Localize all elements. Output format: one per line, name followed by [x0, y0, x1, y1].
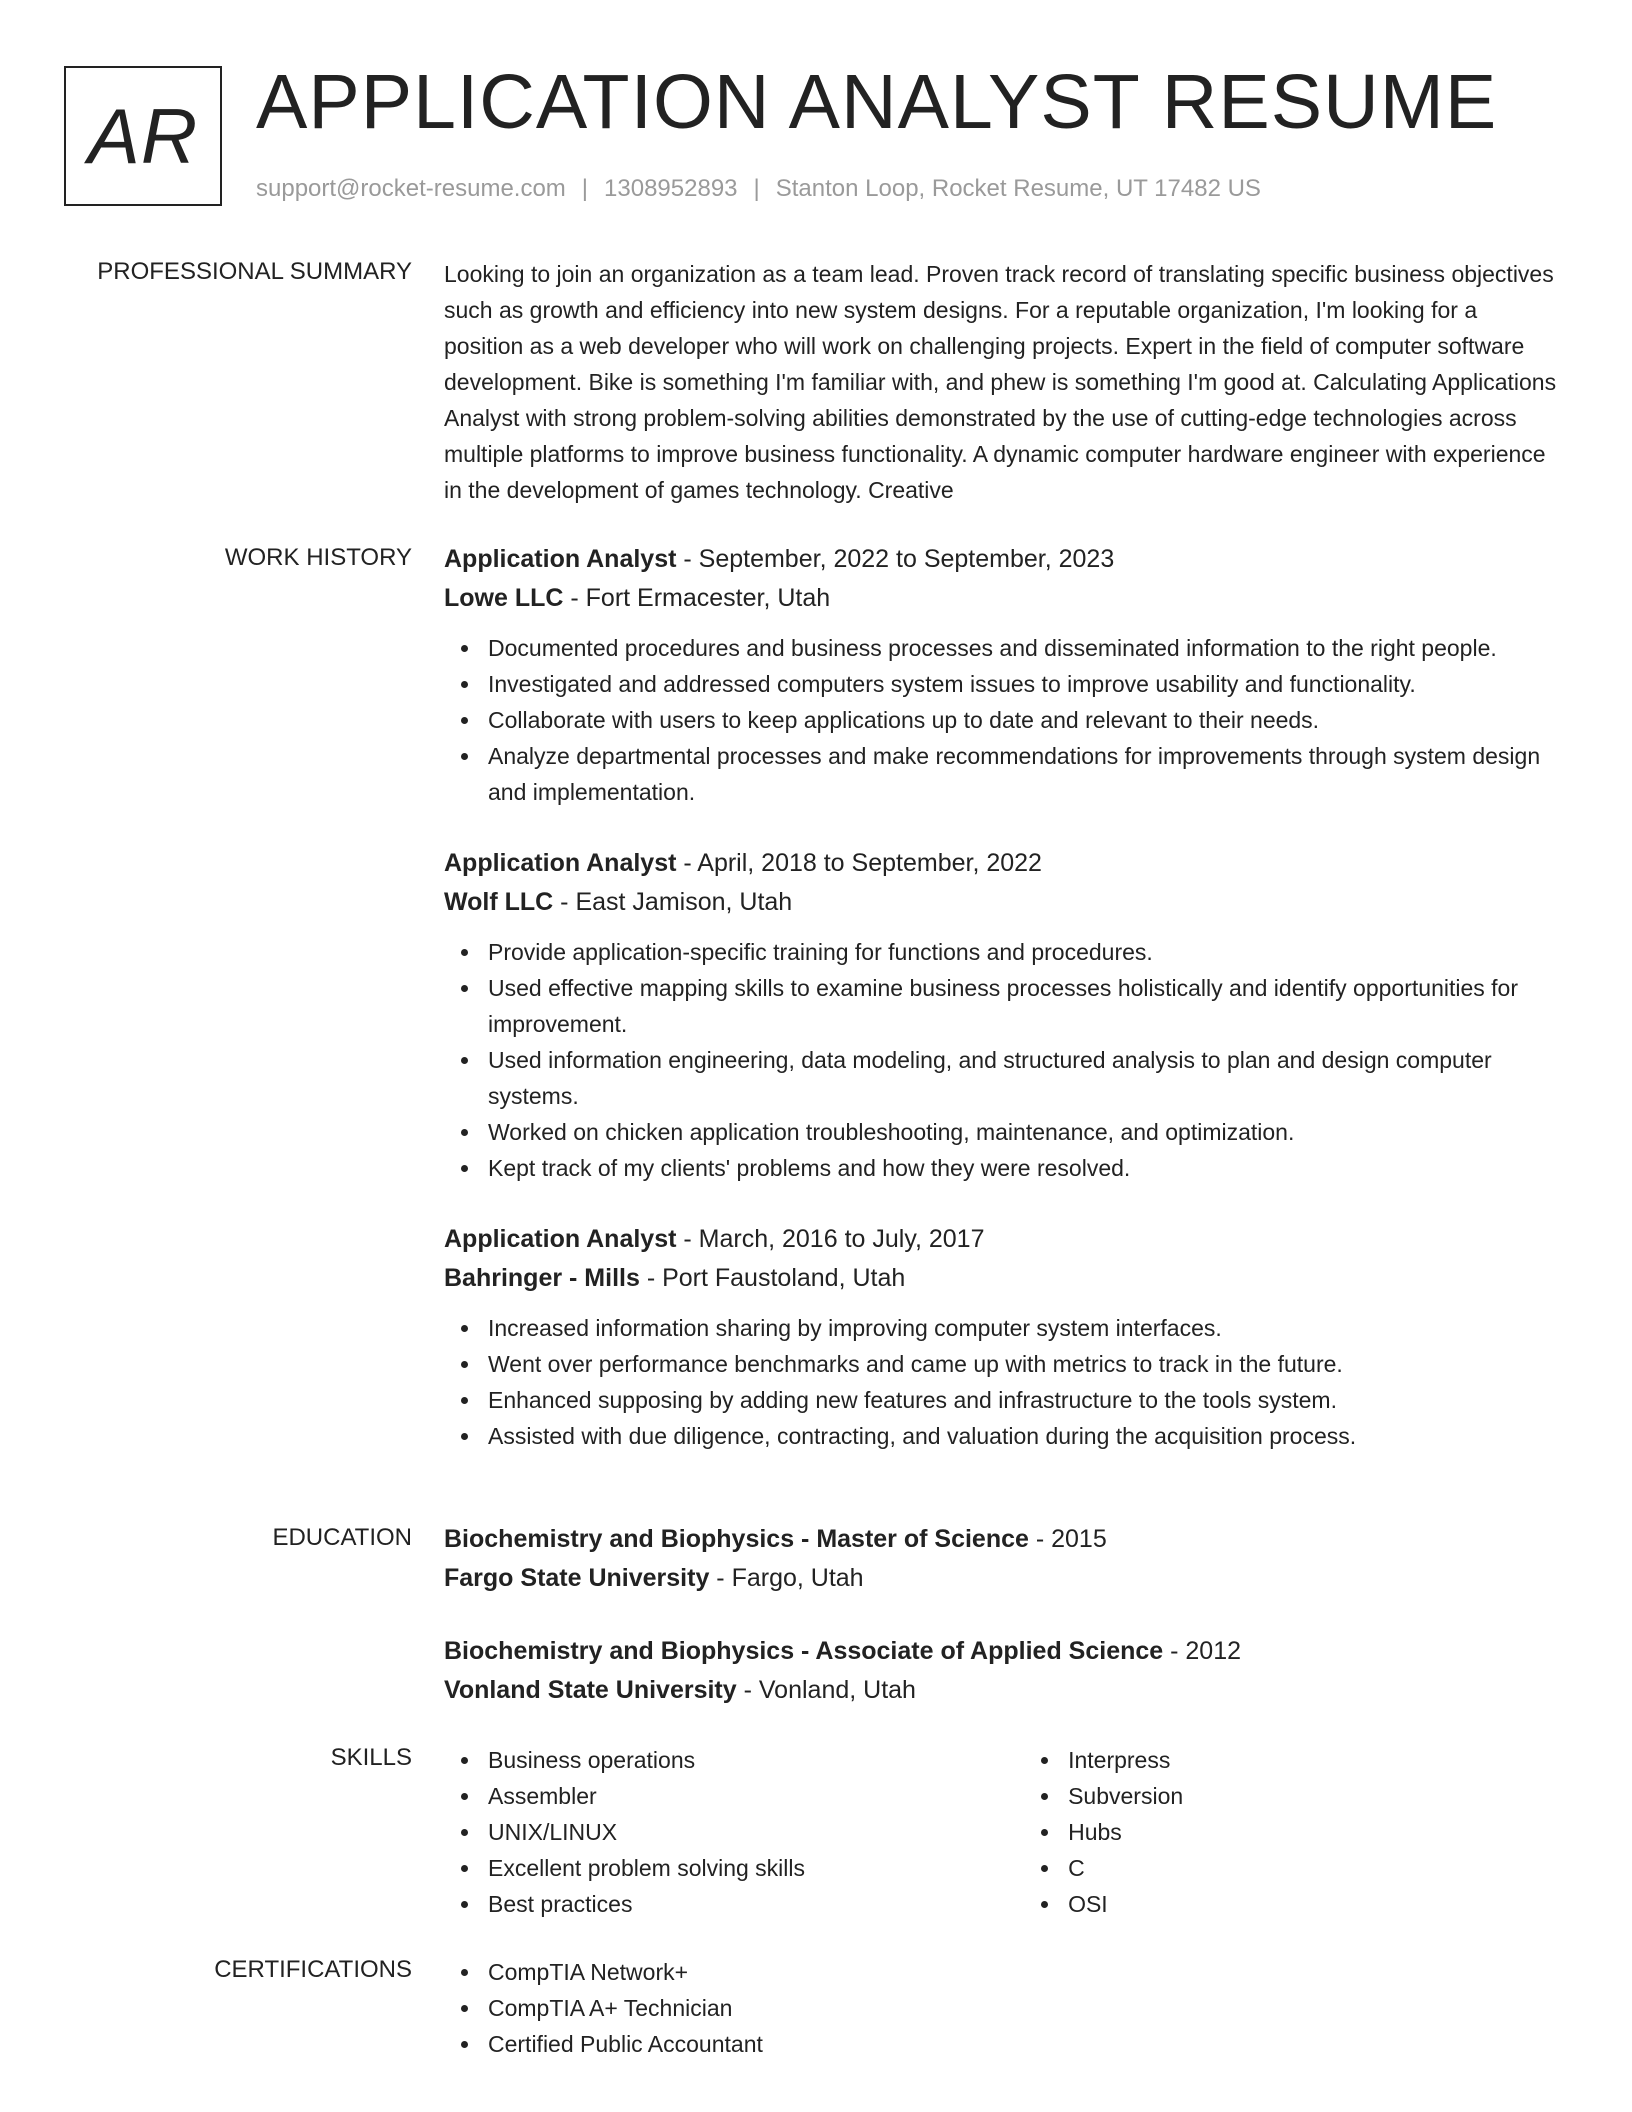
job-bullet: Collaborate with users to keep applications up to date and relevant to their needs.: [488, 702, 1559, 738]
monogram-initials: AR: [87, 91, 199, 180]
education-entry: [444, 1520, 1559, 1598]
summary-text: Looking to join an organization as a team lead. Proven track record of translating specific business objectives such as growth and efficiency into new system designs. For a reputable organization, I'm looking for a position as a web developer who will work on challenging projects. Expert in the field of computer software development. Bike is something I'm familiar with, and phew is something I'm good at. Calculating Applications Analyst with strong problem-solving abilities demonstrated by the use of cutting-edge technologies across multiple platforms to improve business functionality. A dynamic computer hardware engineer with experience in the development of games technology. Creative: [444, 261, 1557, 503]
job-bullet: Used effective mapping skills to examine business processes holistically and identify opportunities for improvement.: [488, 970, 1559, 1042]
job-entry: [444, 1220, 1559, 1454]
job-location: - Port Faustoland, Utah: [639, 1264, 906, 1292]
contact-address: Stanton Loop, Rocket Resume, UT 17482 US: [775, 175, 1261, 202]
job-bullet: Kept track of my clients' problems and how they were resolved.: [488, 1150, 1559, 1186]
degree-year: - 2012: [1163, 1637, 1242, 1665]
school: Fargo State University: [444, 1564, 710, 1592]
school-location: - Fargo, Utah: [709, 1564, 864, 1592]
job-dates: - March, 2016 to July, 2017: [676, 1225, 985, 1253]
degree-line: [444, 1632, 1559, 1671]
skill-item: C: [1068, 1850, 1559, 1886]
job-dates: - April, 2018 to September, 2022: [676, 849, 1042, 877]
section-label-skills: SKILLS: [330, 1744, 412, 1771]
skill-item: Business operations: [488, 1742, 1024, 1778]
job-dates: - September, 2022 to September, 2023: [676, 545, 1115, 573]
monogram-box: [64, 66, 222, 206]
job-company-line: [444, 883, 1559, 922]
school-line: [444, 1671, 1559, 1710]
education-body: [444, 1520, 1559, 1744]
skill-item: Subversion: [1068, 1778, 1559, 1814]
job-entry: [444, 844, 1559, 1186]
job-entry: [444, 540, 1559, 810]
job-bullets: [444, 934, 1559, 1186]
certifications-body: [444, 1954, 1559, 2062]
education-entry: [444, 1632, 1559, 1710]
skills-columns: [444, 1742, 1559, 1922]
skill-item: Assembler: [488, 1778, 1024, 1814]
job-bullets: [444, 630, 1559, 810]
job-bullet: Enhanced supposing by adding new features and infrastructure to the tools system.: [488, 1382, 1559, 1418]
job-title: Application Analyst: [444, 849, 677, 877]
job-title-line: [444, 844, 1559, 883]
resume-title: APPLICATION ANALYST RESUME: [256, 59, 1498, 145]
contact-separator: |: [581, 175, 589, 202]
skills-column-1: [444, 1742, 1024, 1922]
skills-column-2: [1024, 1742, 1559, 1922]
job-bullets: [444, 1310, 1559, 1454]
summary-body: [444, 256, 1559, 508]
job-bullet: Documented procedures and business processes and disseminated information to the right people.: [488, 630, 1559, 666]
job-bullet: Investigated and addressed computers system issues to improve usability and functionality.: [488, 666, 1559, 702]
job-title-line: [444, 1220, 1559, 1259]
job-title-line: [444, 540, 1559, 579]
skill-item: UNIX/LINUX: [488, 1814, 1024, 1850]
job-location: - East Jamison, Utah: [553, 888, 793, 916]
section-label-certifications: CERTIFICATIONS: [214, 1956, 412, 1983]
degree-year: - 2015: [1028, 1525, 1107, 1553]
job-bullet: Went over performance benchmarks and came up with metrics to track in the future.: [488, 1346, 1559, 1382]
certification-item: CompTIA A+ Technician: [488, 1990, 1559, 2026]
job-bullet: Analyze departmental processes and make recommendations for improvements through system design and implementation.: [488, 738, 1559, 810]
job-company: Lowe LLC: [444, 584, 564, 612]
job-bullet: Assisted with due diligence, contracting, and valuation during the acquisition process.: [488, 1418, 1559, 1454]
certification-item: CompTIA Network+: [488, 1954, 1559, 1990]
job-bullet: Increased information sharing by improving computer system interfaces.: [488, 1310, 1559, 1346]
school-line: [444, 1559, 1559, 1598]
job-company-line: [444, 1259, 1559, 1298]
skill-item: Interpress: [1068, 1742, 1559, 1778]
skill-item: Best practices: [488, 1886, 1024, 1922]
degree: Biochemistry and Biophysics - Associate of Applied Science: [444, 1637, 1164, 1665]
school-location: - Vonland, Utah: [736, 1676, 916, 1704]
job-company-line: [444, 579, 1559, 618]
skill-item: Hubs: [1068, 1814, 1559, 1850]
degree-line: [444, 1520, 1559, 1559]
certifications-list: [444, 1954, 1559, 2062]
job-location: - Fort Ermacester, Utah: [563, 584, 831, 612]
job-company: Wolf LLC: [444, 888, 554, 916]
job-bullet: Worked on chicken application troubleshooting, maintenance, and optimization.: [488, 1114, 1559, 1150]
skill-item: OSI: [1068, 1886, 1559, 1922]
degree: Biochemistry and Biophysics - Master of Science: [444, 1525, 1029, 1553]
job-company: Bahringer - Mills: [444, 1264, 640, 1292]
contact-line: [256, 174, 1261, 204]
section-label-work-history: WORK HISTORY: [224, 544, 412, 571]
work-history-body: [444, 540, 1559, 1488]
skill-item: Excellent problem solving skills: [488, 1850, 1024, 1886]
job-title: Application Analyst: [444, 1225, 677, 1253]
school: Vonland State University: [444, 1676, 737, 1704]
contact-separator: |: [753, 175, 760, 202]
job-title: Application Analyst: [444, 545, 677, 573]
contact-email: support@rocket-resume.com: [256, 175, 566, 202]
skills-body: [444, 1742, 1559, 1922]
certification-item: Certified Public Accountant: [488, 2026, 1559, 2062]
job-bullet: Provide application-specific training for functions and procedures.: [488, 934, 1559, 970]
section-label-education: EDUCATION: [272, 1524, 412, 1551]
section-label-summary: PROFESSIONAL SUMMARY: [97, 258, 412, 285]
contact-phone: 1308952893: [604, 175, 738, 202]
job-bullet: Used information engineering, data modeling, and structured analysis to plan and design computer systems.: [488, 1042, 1559, 1114]
